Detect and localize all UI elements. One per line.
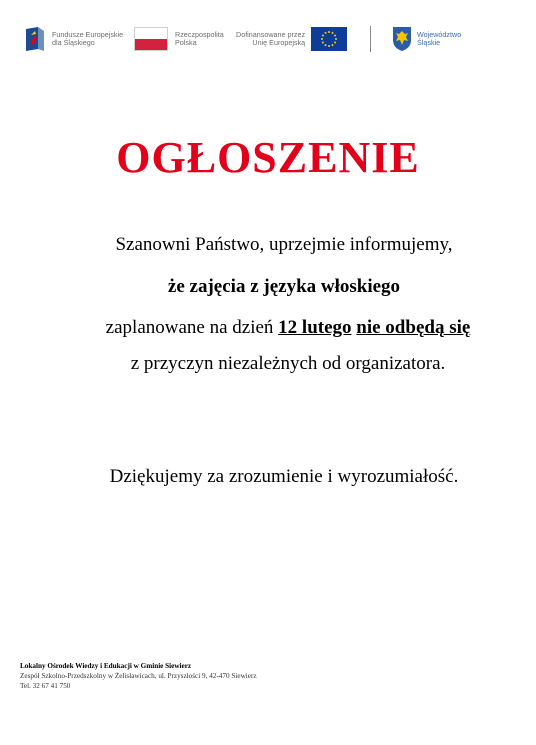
fundusze-europejskie-logo [24, 22, 123, 56]
rp-logo-line2: Polska [175, 38, 197, 47]
cancel-text: nie odbędą się [356, 317, 471, 338]
logo-separator [370, 26, 371, 52]
sl-logo-line1: Województwo [417, 30, 462, 39]
notice-heading: OGŁOSZENIE [116, 133, 420, 182]
rzeczpospolita-polska-logo [134, 22, 224, 56]
footer-organization: Lokalny Ośrodek Wiedzy i Edukacji w Gminie Siewierz [20, 662, 192, 670]
notice-line-date [20, 315, 536, 341]
footer [20, 661, 257, 691]
date-value: 12 lutego [278, 317, 352, 338]
ue-logo-line1: Dofinansowane przez [236, 30, 306, 39]
wojewodztwo-slaskie-logo [392, 22, 461, 56]
notice-line-subject: że zajęcia z języka włoskiego [167, 276, 401, 297]
fundusze-europejskie-icon [24, 25, 46, 53]
fe-logo-line2: dla Śląskiego [52, 38, 95, 47]
ue-logo-line2: Unię Europejską [252, 38, 306, 47]
notice-line-thanks: Dziękujemy za zrozumienie i wyrozumiałość. [109, 466, 459, 487]
notice-line-greeting: Szanowni Państwo, uprzejmie informujemy, [115, 234, 453, 255]
date-prefix: zaplanowane na dzień [105, 317, 274, 338]
logo-bar [24, 22, 474, 56]
rp-logo-line1: Rzeczpospolita [175, 30, 224, 39]
unia-europejska-logo [236, 22, 347, 56]
footer-phone: Tel. 32 67 41 750 [20, 682, 71, 690]
footer-address: Zespół Szkolno-Przedszkolny w Żelisławicach, ul. Przyszłości 9, 42-470 Siewierz [20, 672, 257, 680]
silesia-coat-of-arms-icon [392, 26, 412, 52]
notice-line-reason: z przyczyn niezależnych od organizatora. [130, 353, 446, 374]
polish-flag-icon [134, 27, 168, 51]
sl-logo-line2: Śląskie [417, 38, 441, 47]
eu-flag-icon [311, 27, 347, 51]
fe-logo-line1: Fundusze Europejskie [52, 30, 124, 39]
